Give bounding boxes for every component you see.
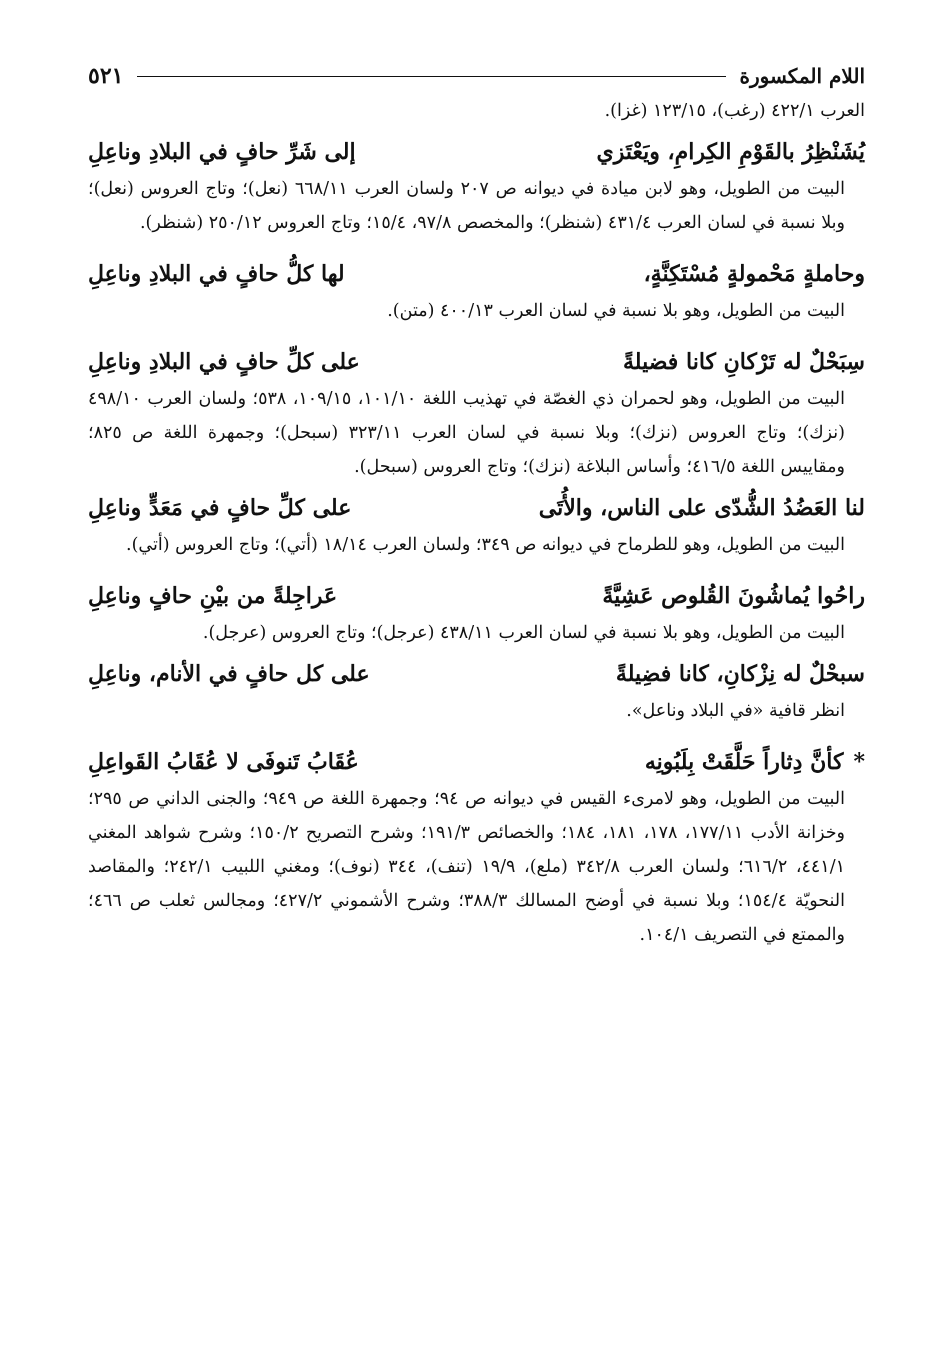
second-hemistich: على كلِّ حافٍ في مَعَدٍّ وناعِلِ	[88, 495, 352, 521]
verse-note: البيت من الطويل، وهو للطرماح في ديوانه ص ٣٤٩؛ ولسان العرب ١٨/١٤ (أتي)؛ وتاج العروس (أتي).	[126, 535, 845, 555]
spacer	[88, 328, 865, 338]
second-hemistich: على كل حافٍ في الأنام، وناعِلِ	[88, 661, 370, 687]
second-hemistich: عَراجِلةً من بيْنِ حافٍ وناعِلِ	[88, 583, 338, 609]
second-hemistich: إلى شَرِّ حافٍ في البلادِ وناعِلِ	[88, 139, 356, 165]
page-number: ٥٢١	[88, 63, 124, 89]
first-hemistich: لنا العَضُدُ الشُّدّى على الناس، والأُتَى	[538, 495, 865, 521]
second-hemistich: عُقَابُ تَنوفَى لا عُقَابُ القَواعِلِ	[88, 749, 359, 775]
first-hemistich: سِبَحْلٌ له تَرْكانِ كانا فضيلةً	[623, 349, 865, 375]
verse-note: البيت من الطويل، وهو بلا نسبة في لسان العرب ٤٣٨/١١ (عرجل)؛ وتاج العروس (عرجل).	[202, 623, 845, 643]
verse-entry	[88, 742, 865, 952]
second-hemistich: لها كلُّ حافٍ في البلادِ وناعِلِ	[88, 261, 345, 287]
first-hemistich-group	[645, 742, 865, 782]
verse-line	[88, 576, 865, 616]
verse-note: البيت من الطويل، وهو لامرىء القيس في ديوانه ص ٩٤؛ وجمهرة اللغة ص ٩٤٩؛ والجنى الداني ص ٢٩٥؛ وخزانة الأدب ١٧٧/١١، ١٧٨، ١٨١، ١٨٤؛ والخصائص ١٩١/٣؛ وشرح التصريح ١٥٠/٢؛ وشرح شواهد المغني ٤٤١/١، ٦١٦/٢؛ ولسان العرب ٣٤٢/٨ (ملع)، ١٩/٩ (تنف)، ٣٤٤ (نوف)؛ ومغني اللبيب ٢٤٢/١؛ والمقاصد النحويّة ١٥٤/٤؛ وبلا نسبة في أوضح المسالك ٣٨٨/٣؛ وشرح الأشموني ٤٢٧/٢؛ ومجالس ثعلب ص ٤٦٦؛ والممتع في التصريف ١٠٤/١.	[88, 789, 846, 945]
verse-entry	[88, 576, 865, 650]
header-rule	[137, 76, 725, 77]
verse-line	[88, 488, 865, 528]
verse-line	[88, 132, 865, 172]
spacer	[88, 728, 865, 738]
first-hemistich: راحُوا يُماشُونَ القُلوص عَشِيَّةً	[602, 583, 865, 609]
verse-entry	[88, 488, 865, 562]
verse-note: انظر قافية «في البلاد وناعل».	[626, 701, 845, 721]
verse-entry	[88, 654, 865, 728]
verse-line	[88, 254, 865, 294]
verse-line	[88, 342, 865, 382]
running-header	[88, 58, 865, 94]
verse-note: البيت من الطويل، وهو لحمران ذي الغصّة في تهذيب اللغة ١٠١/١٠، ١٠٩/١٥، ٥٣٨؛ ولسان العرب ٤٩٨/١٠ (نزك)؛ وتاج العروس (نزك)؛ وبلا نسبة في لسان العرب ٣٢٣/١١ (سبحل)؛ وجمهرة اللغة ص ٨٢٥؛ ومقاييس اللغة ٤١٦/٥؛ وأساس البلاغة (نزك)؛ وتاج العروس (سبحل).	[88, 389, 845, 477]
verse-note: البيت من الطويل، وهو بلا نسبة في لسان العرب ٤٠٠/١٣ (متن).	[387, 301, 845, 321]
section-title: اللام المكسورة	[739, 64, 865, 88]
first-hemistich: وحاملةٍ مَحْمولةٍ مُسْتَكِنَّةٍ،	[643, 261, 865, 287]
spacer	[88, 562, 865, 572]
verse-line	[88, 742, 865, 782]
verse-entry	[88, 132, 865, 240]
verse-note: البيت من الطويل، وهو لابن ميادة في ديوانه ص ٢٠٧ ولسان العرب ٦٦٨/١١ (نعل)؛ وتاج العروس (نعل)؛ وبلا نسبة في لسان العرب ٤٣١/٤ (شنظر)؛ والمخصص ٩٧/٨، ١٥/٤؛ وتاج العروس ٢٥٠/١٢ (شنظر).	[88, 179, 845, 233]
spacer	[88, 240, 865, 250]
second-hemistich: على كلِّ حافٍ في البلادِ وناعِلِ	[88, 349, 360, 375]
first-hemistich: كأنَّ دِثاراً حَلَّقَتْ بِلَبُونِه	[644, 749, 844, 775]
star-marker: *	[853, 749, 865, 775]
intro-note: العرب ٤٢٢/١ (رغب)، ١٢٣/١٥ (غزا).	[604, 101, 865, 121]
first-hemistich: يُشَنْظِرُ بالقَوْمِ الكِرامِ، ويَعْتَزي	[596, 139, 865, 165]
verse-entry	[88, 342, 865, 484]
verse-entry	[88, 254, 865, 328]
verse-line	[88, 654, 865, 694]
first-hemistich: سبحْلٌ له نِزْكانِ، كانا فضِيلةً	[615, 661, 865, 687]
